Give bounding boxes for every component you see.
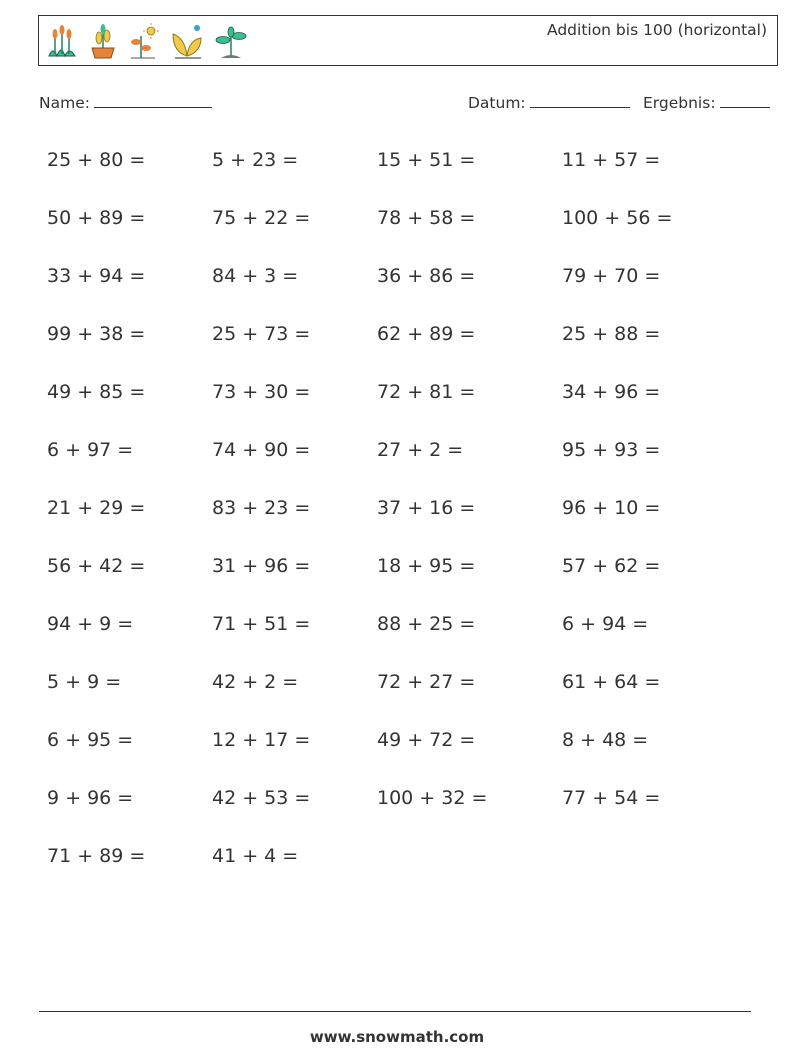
addition-problem: 49 + 85 = [47,381,146,403]
plant-reeds-icon [45,22,79,60]
worksheet-header [38,15,778,66]
addition-problem: 6 + 94 = [562,613,649,635]
addition-problem: 11 + 57 = [562,149,661,171]
addition-problem: 34 + 96 = [562,381,661,403]
addition-problem: 25 + 88 = [562,323,661,345]
addition-problem: 62 + 89 = [377,323,476,345]
addition-problem: 41 + 4 = [212,845,299,867]
addition-problem: 72 + 81 = [377,381,476,403]
header-icons [45,22,249,60]
addition-problem: 25 + 73 = [212,323,311,345]
addition-problem: 6 + 95 = [47,729,134,751]
addition-problem: 94 + 9 = [47,613,134,635]
addition-problem: 79 + 70 = [562,265,661,287]
addition-problem: 100 + 32 = [377,787,488,809]
name-label: Name: [39,94,90,112]
addition-problem: 18 + 95 = [377,555,476,577]
addition-problem: 84 + 3 = [212,265,299,287]
addition-problem: 27 + 2 = [377,439,464,461]
addition-problem: 77 + 54 = [562,787,661,809]
addition-problem: 61 + 64 = [562,671,661,693]
addition-problem: 100 + 56 = [562,207,673,229]
seedling-icon [213,22,249,60]
addition-problem: 99 + 38 = [47,323,146,345]
addition-problem: 21 + 29 = [47,497,146,519]
footer-divider [39,1011,751,1012]
addition-problem: 71 + 51 = [212,613,311,635]
potted-plant-icon [87,22,119,60]
date-blank [530,93,630,108]
score-field [643,93,770,112]
addition-problem: 49 + 72 = [377,729,476,751]
score-blank [720,93,770,108]
addition-problem: 74 + 90 = [212,439,311,461]
addition-problem: 42 + 2 = [212,671,299,693]
addition-problem: 9 + 96 = [47,787,134,809]
date-field [468,93,630,112]
addition-problem: 83 + 23 = [212,497,311,519]
addition-problem: 71 + 89 = [47,845,146,867]
addition-problem: 25 + 80 = [47,149,146,171]
footer-url: www.snowmath.com [309,1028,485,1046]
date-label: Datum: [468,94,526,112]
addition-problem: 33 + 94 = [47,265,146,287]
addition-problem: 72 + 27 = [377,671,476,693]
name-field [39,93,212,112]
addition-problem: 36 + 86 = [377,265,476,287]
addition-problem: 31 + 96 = [212,555,311,577]
addition-problem: 12 + 17 = [212,729,311,751]
addition-problem: 73 + 30 = [212,381,311,403]
addition-problem: 42 + 53 = [212,787,311,809]
addition-problem: 37 + 16 = [377,497,476,519]
addition-problem: 15 + 51 = [377,149,476,171]
addition-problem: 78 + 58 = [377,207,476,229]
addition-problem: 50 + 89 = [47,207,146,229]
leafy-sprout-icon [169,22,205,60]
addition-problem: 88 + 25 = [377,613,476,635]
addition-problem: 56 + 42 = [47,555,146,577]
addition-problem: 8 + 48 = [562,729,649,751]
sprout-sun-icon [127,22,161,60]
worksheet-title: Addition bis 100 (horizontal) [547,21,767,39]
addition-problem: 5 + 9 = [47,671,122,693]
score-label: Ergebnis: [643,94,716,112]
addition-problem: 96 + 10 = [562,497,661,519]
addition-problem: 95 + 93 = [562,439,661,461]
addition-problem: 6 + 97 = [47,439,134,461]
name-blank [94,93,212,108]
addition-problem: 5 + 23 = [212,149,299,171]
addition-problem: 57 + 62 = [562,555,661,577]
addition-problem: 75 + 22 = [212,207,311,229]
